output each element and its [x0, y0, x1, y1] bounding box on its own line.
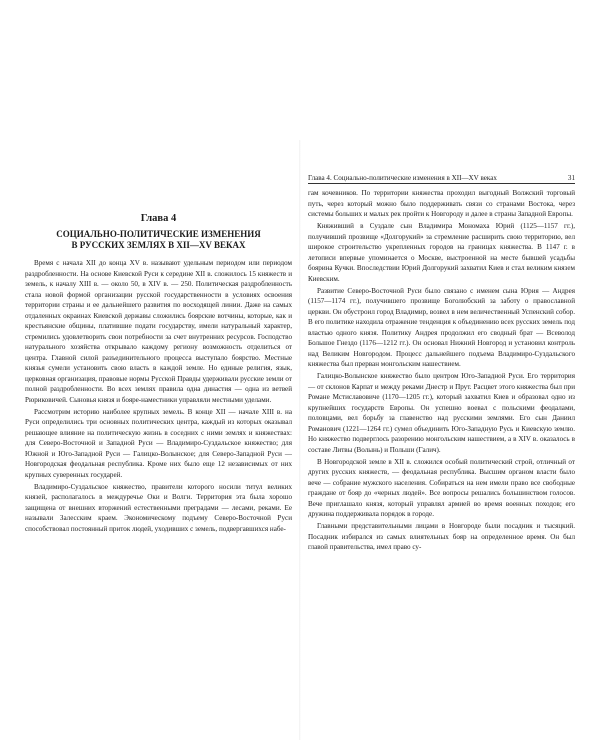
page-number: 31: [567, 174, 575, 182]
book-spine-shadow: [299, 140, 301, 740]
running-head-title: Глава 4. Социально-политические изменения в XII—XV веках: [308, 174, 497, 182]
running-head: [308, 174, 575, 184]
paragraph: Время с начала XII до конца XV в. называют удельным периодом или периодом раздробленности. На основе Киевской Руси к середине XII в. сложилось 15 княжеств и земель, к началу XIII в. — около 50, в XIV в. — 250. Политическая раздробленность стала новой формой организации русской государственности в условиях освоения территории страны и ее дальнейшего развития по восходящей линии. Даже на самых отдаленных окраинах Киевской державы сложились боярские вотчины, которые, как и крестьянские общины, платившие подати государству, имели натуральный характер, стремились удовлетворить свои потребности за счет внутренних ресурсов. Господство натурального хозяйства открывало каждому региону возможность отделиться от центра. Главной силой разъединительного процесса выступало боярство. Местные князья сумели установить свою власть в каждой земле. Но единые религия, язык, церковная организация, правовые нормы Русской Правды удерживали русские земли от полной раздробленности. Во всех землях правила одна династия — одна из ветвей Рюриковичей. Сыновья князя и бояре-наместники управляли местными уделами.: [25, 259, 292, 404]
paragraph: Галицко-Волынское княжество было центром Юго-Западной Руси. Его территория — от склонов Карпат и между реками Днестр и Прут. Расцвет этого княжества был при Романе Мстиславовиче (1170—1205 гг.), который захватил Киев и образовал одно из крупнейших государств Европы. Он успешно воевал с польскими феодалами, половцами, вел борьбу за главенство над русскими землями. Его сын Даниил Романович (1221—1264 гг.) сумел объединить Юго-Западную Русь и Киевскую землю. Но княжество подверглось разорению монгольским нашествием, а в XIV в. оказалось в составе Литвы (Волынь) и Польши (Галич).: [308, 372, 575, 454]
left-page-body: [25, 258, 292, 536]
paragraph: Главными представительными лицами в Новгороде были посадник и тысяцкий. Посадник избирался из самых влиятельных бояр на определенное время. Он был главой правительства, имел право су-: [308, 522, 575, 552]
chapter-title-line: В РУССКИХ ЗЕМЛЯХ В XII—XV ВЕКАХ: [71, 240, 246, 250]
paragraph: В Новгородской земле в XII в. сложился особый политический строй, отличный от других русских княжеств, — феодальная республика. Высшим органом власти было вече — собрание мужского населения. Собираться на нем имели право все свободные граждане от бояр до «черных людей». Все вопросы решались большинством голосов. Вече приглашало князя, который управлял армией во время военных походов; его дружина поддерживала порядок в городе.: [308, 457, 575, 519]
paragraph: Рассмотрим историю наиболее крупных земель. В конце XII — начале XIII в. на Руси определились три основных политических центра, каждый из которых оказывал решающее влияние на политическую жизнь в соседних с ними землях и княжествах: для Северо-Восточной и Западной Руси — Владимиро-Суздальское княжество; для Южной и Юго-Западной Руси — Галицко-Волынское; для Северо-Западной Руси — Новгородская феодальная республика. Кроме них было еще 12 независимых от них крупных суверенных государей.: [25, 407, 292, 479]
chapter-title-line: СОЦИАЛЬНО-ПОЛИТИЧЕСКИЕ ИЗМЕНЕНИЯ: [56, 229, 261, 239]
paragraph: Развитие Северо-Восточной Руси было связано с именем сына Юрия — Андрея (1157—1174 гг.), получившего прозвище Боголюбский за заботу о православной церкви. Он обустроил город Владимир, возвел в нем величественный Успенский собор. В его политике находила отражение тенденция к объединению всех русских земель под властью одного князя. Политику Андрея продолжил его сводный брат — Всеволод Большое Гнездо (1176—1212 гг.). Он основал Нижний Новгород и установил контроль над Великим Новгородом. Процесс дальнейшего подъема Владимиро-Суздальского княжества был прерван монгольским нашествием.: [308, 286, 575, 369]
paragraph: Княживший в Суздале сын Владимира Мономаха Юрий (1125—1157 гг.), получивший прозвище «Долгорукий» за стремление расширить свою территорию, вел широкое строительство укрепленных городов на границах княжества. В 1147 г. в летописи впервые упоминается о Москве, выстроенной на месте бывшей усадьбы боярина Кучки. Впоследствии Юрий Долгорукий захватил Киев и стал великим князем Киевским.: [308, 222, 575, 283]
paragraph: Владимиро-Суздальское княжество, правители которого носили титул великих князей, располагалось в междуречье Оки и Волги. Территория эта была хорошо защищена от внешних вторжений естественными преградами — лесами, реками. Ее называли Залесским краем. Экономическому подъему Северо-Восточной Руси способствовал постоянный приток людей, уходивших с земель, подвергавшихся набе-: [25, 482, 292, 533]
paragraph: гам кочевников. По территории княжества проходил выгодный Волжский торговый путь, через который можно было поддерживать связи со странами Востока, через системы больших и малых рек пройти к Новгороду и далее в страны Западной Европы.: [308, 189, 575, 218]
right-page-body: [308, 188, 575, 555]
chapter-title: [25, 229, 292, 251]
chapter-number: Глава 4: [140, 213, 177, 224]
